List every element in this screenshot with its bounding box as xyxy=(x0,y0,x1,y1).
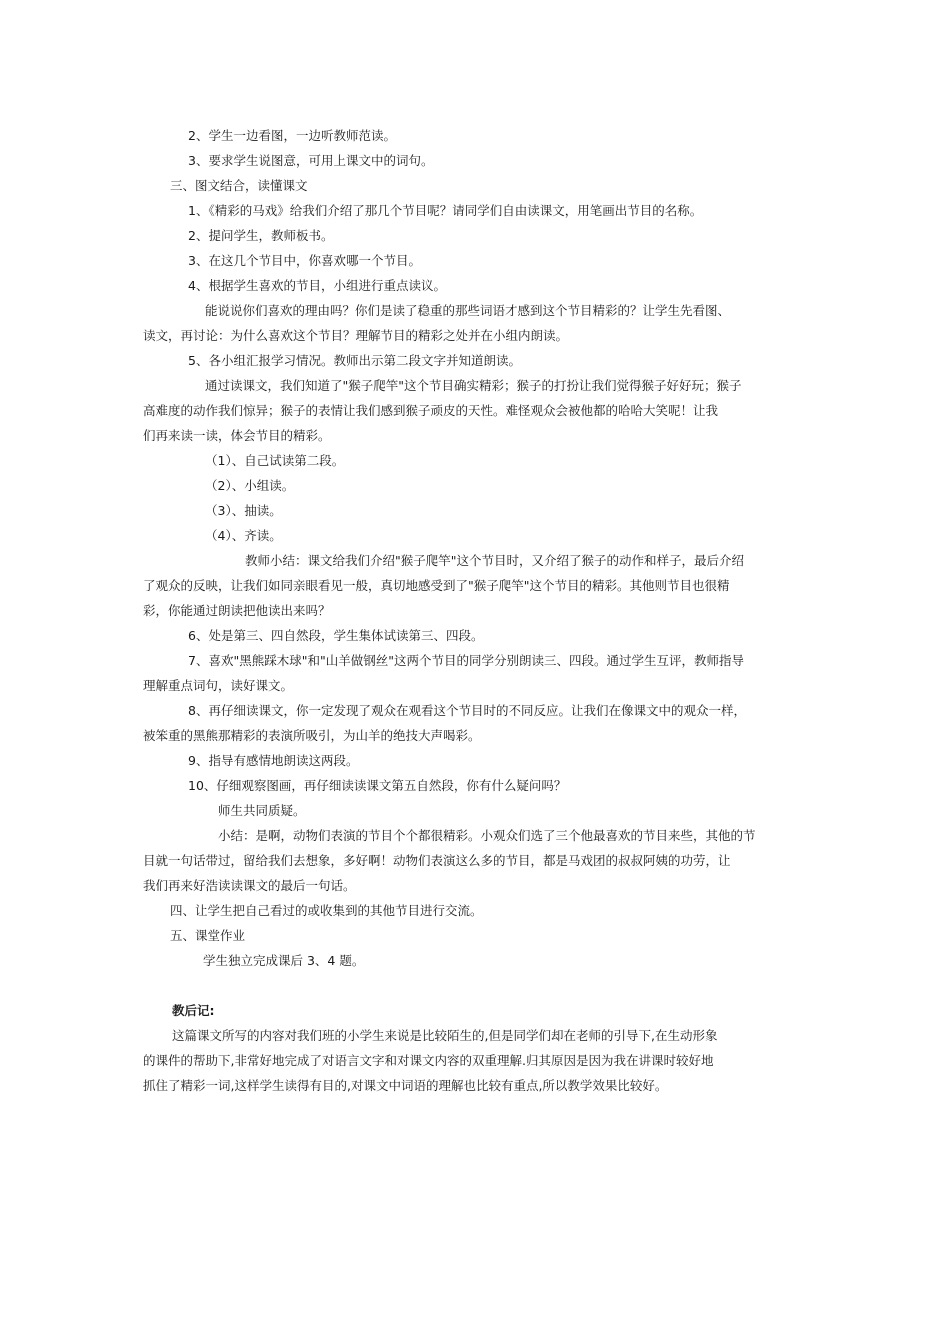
section-heading: 四、让学生把自己看过的或收集到的其他节目进行交流。 xyxy=(170,903,483,918)
text-line: 5、各小组汇报学习情况。教师出示第二段文字并知道朗读。 xyxy=(188,353,521,368)
text-line: 了观众的反映，让我们如同亲眼看见一般，真切地感受到了"猴子爬竿"这个节目的精彩。其他则节目也很精 xyxy=(143,578,730,593)
text-line: 3、在这几个节目中，你喜欢哪一个节目。 xyxy=(188,253,421,268)
text-line: 小结：是啊，动物们表演的节目个个都很精彩。小观众们选了三个他最喜欢的节目来些，其他的节 xyxy=(218,828,756,843)
text-line: 1、《精彩的马戏》给我们介绍了那几个节目呢？请同学们自由读课文，用笔画出节目的名称。 xyxy=(188,203,703,218)
text-line: 6、处是第三、四自然段，学生集体试读第三、四段。 xyxy=(188,628,484,643)
section-heading: 三、图文结合，读懂课文 xyxy=(170,178,308,193)
text-line: 们再来读一读，体会节目的精彩。 xyxy=(143,428,331,443)
text-line: 7、喜欢"黑熊踩木球"和"山羊做钢丝"这两个节目的同学分别朗读三、四段。通过学生互评，教师指导 xyxy=(188,653,744,668)
text-line: 2、学生一边看图，一边听教师范读。 xyxy=(188,128,396,143)
text-line: 9、指导有感情地朗读这两段。 xyxy=(188,753,359,768)
text-line: 通过读课文，我们知道了"猴子爬竿"这个节目确实精彩；猴子的打扮让我们觉得猴子好好玩；猴子 xyxy=(205,378,742,393)
text-line: 师生共同质疑。 xyxy=(218,803,306,818)
text-line: 教师小结：课文给我们介绍"猴子爬竿"这个节目时，又介绍了猴子的动作和样子，最后介绍 xyxy=(245,553,745,568)
text-line: 10、仔细观察图画，再仔细读读课文第五自然段，你有什么疑问吗？ xyxy=(188,778,567,793)
afterword-heading: 教后记: xyxy=(172,1003,215,1018)
text-line: 被笨重的黑熊那精彩的表演所吸引，为山羊的绝技大声喝彩。 xyxy=(143,728,481,743)
text-line: 高难度的动作我们惊异；猴子的表情让我们感到猴子顽皮的天性。难怪观众会被他都的哈哈大笑呢！让我 xyxy=(143,403,719,418)
text-line: （2）、小组读。 xyxy=(205,478,295,493)
text-line: 4、根据学生喜欢的节目，小组进行重点读议。 xyxy=(188,278,446,293)
text-line: 8、再仔细读课文，你一定发现了观众在观看这个节目时的不同反应。让我们在像课文中的观众一样， xyxy=(188,703,746,718)
text-line: 我们再来好浩读读课文的最后一句话。 xyxy=(143,878,356,893)
text-line: 彩，你能通过朗读把他读出来吗？ xyxy=(143,603,331,618)
text-line: 3、要求学生说图意，可用上课文中的词句。 xyxy=(188,153,434,168)
text-line: 2、提问学生，教师板书。 xyxy=(188,228,334,243)
text-line: 学生独立完成课后 3、4 题。 xyxy=(203,953,365,968)
text-line: 能说说你们喜欢的理由吗？你们是读了稳重的那些词语才感到这个节目精彩的？让学生先看图、 xyxy=(205,303,731,318)
text-line: 读文，再讨论：为什么喜欢这个节目？理解节目的精彩之处并在小组内朗读。 xyxy=(143,328,569,343)
text-line: 的课件的帮助下,非常好地完成了对语言文字和对课文内容的双重理解.归其原因是因为我在讲课时较好地 xyxy=(143,1053,714,1068)
text-line: （3）、抽读。 xyxy=(205,503,282,518)
text-line: （4）、齐读。 xyxy=(205,528,282,543)
text-line: 目就一句话带过，留给我们去想象，多好啊！动物们表演这么多的节目，都是马戏团的叔叔阿姨的功劳，让 xyxy=(143,853,731,868)
text-line: 抓住了精彩一词,这样学生读得有目的,对课文中词语的理解也比较有重点,所以教学效果比较好。 xyxy=(143,1078,668,1093)
text-line: （1）、自己试读第二段。 xyxy=(205,453,345,468)
text-line: 这篇课文所写的内容对我们班的小学生来说是比较陌生的,但是同学们却在老师的引导下,在生动形象 xyxy=(172,1028,718,1043)
text-line: 理解重点词句，读好课文。 xyxy=(143,678,294,693)
section-heading: 五、课堂作业 xyxy=(170,928,246,943)
